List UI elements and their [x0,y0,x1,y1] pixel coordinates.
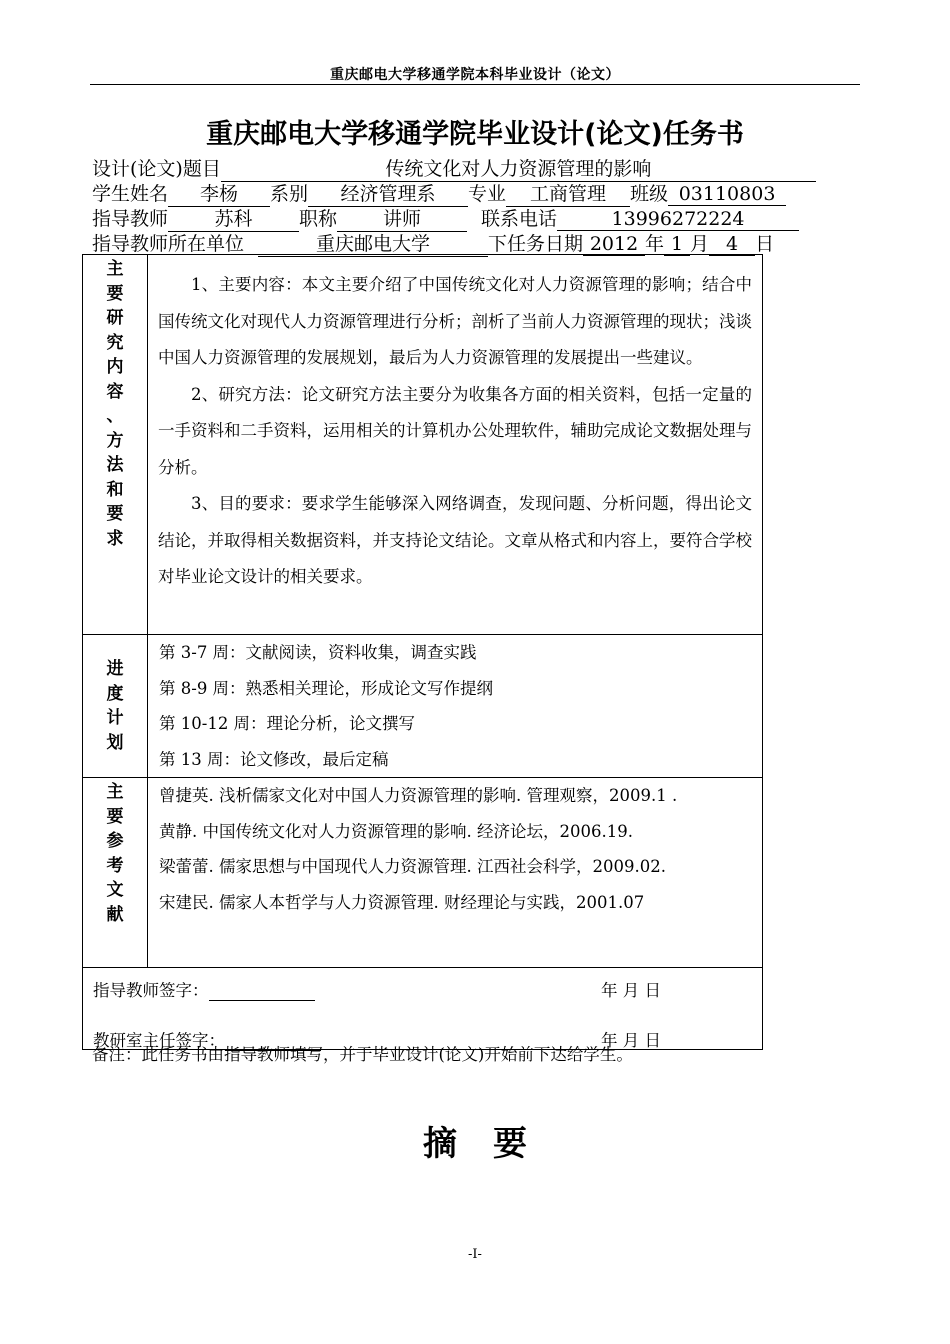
advisor-signature-row [93,977,661,1003]
row-references [83,778,763,968]
phone-label: 联系电话 [481,208,558,230]
content-paragraph: 1、主要内容：本文主要介绍了中国传统文化对人力资源管理的影响；结合中国传统文化对现代人力资源管理进行分析；剖析了当前人力资源管理的现状；浅谈中国人力资源管理的发展规划，最后为人力资源管理的发展提出一些建议。 [158,275,752,367]
side-label-char: 求 [106,528,124,549]
advisor-signature-date: 年 月 日 [601,981,661,1000]
unit-value: 重庆邮电大学 [258,229,488,257]
dept-value: 经济管理系 [308,179,468,207]
refs-label-chars [83,778,147,927]
side-label-char: 要 [106,504,124,524]
topic-label: 设计(论文)题目 [92,158,221,180]
advisor-signature-label: 指导教师签字： [93,981,209,1000]
content-paragraph: 2、研究方法：论文研究方法主要分为收集各方面的相关资料，包括一定量的一手资料和二手资料，运用相关的计算机办公处理软件，辅助完成论文数据处理与分析。 [158,384,752,477]
side-label-char: 文 [106,880,124,900]
refs-body [148,778,762,920]
unit-label: 指导教师所在单位 [92,233,245,255]
side-label-char: 计 [106,708,124,728]
class-value: 03110803 [668,183,786,206]
task-table [82,254,763,1050]
schedule-line: 第 10-12 周：理论分析，论文撰写 [159,714,416,733]
side-label-char: 法 [106,455,124,475]
side-label-char: 进 [106,659,124,679]
student-label: 学生姓名 [92,183,169,205]
side-label-char: 容 [106,381,124,402]
schedule-side-label [83,635,148,778]
class-label: 班级 [630,183,669,205]
major-value: 工商管理 [506,179,630,207]
signature-cell [83,968,763,1050]
content-paragraph: 3、目的要求：要求学生能够深入网络调查，发现问题、分析问题，得出论文结论，并取得相关数据资料，并支持论文结论。文章从格式和内容上，要符合学校对毕业论文设计的相关要求。 [158,494,752,586]
side-label-char: 要 [106,283,124,304]
advisor-signature-blank [209,982,315,1001]
side-label-char: 考 [106,855,124,876]
side-label-char: 主 [106,782,124,802]
director-signature-label: 教研室主任签字： [93,1031,225,1050]
running-header: 重庆邮电大学移通学院本科毕业设计（论文） [330,67,620,83]
side-label-char: 划 [106,732,124,753]
content-label-chars [83,255,147,551]
document-title: 重庆邮电大学移通学院毕业设计(论文)任务书 [206,119,744,150]
side-label-char: 内 [106,357,124,377]
refs-side-label [83,778,148,968]
reference-item: 曾捷英. 浅析儒家文化对中国人力资源管理的影响. 管理观察，2009.1 . [159,786,678,805]
refs-cell [148,778,763,968]
date-label: 下任务日期 [488,233,584,255]
date-month-unit: 月 [690,233,710,255]
schedule-line: 第 8-9 周：熟悉相关理论，形成论文写作提纲 [159,678,494,698]
info-unit-line [92,229,774,255]
date-day-unit: 日 [755,233,775,255]
schedule-line: 第 13 周：论文修改，最后定稿 [159,749,389,769]
major-label: 专业 [468,183,507,205]
schedule-label-chars [83,657,147,755]
topic-value: 传统文化对人力资源管理的影响 [221,154,816,182]
info-topic-line [92,154,816,180]
dept-label: 系别 [270,183,309,205]
reference-item: 黄静. 中国传统文化对人力资源管理的影响. 经济论坛，2006.19. [159,821,633,841]
side-label-char: 主 [106,259,124,279]
side-label-char: 究 [106,332,124,353]
abstract-heading: 摘要 [423,1124,563,1164]
director-signature-date: 年 月 日 [601,1031,661,1050]
date-year: 2012 [583,233,645,256]
rank-value: 讲师 [337,204,467,232]
side-label-char: 研 [106,308,124,328]
info-student-line [92,179,786,205]
student-value: 李杨 [168,179,270,207]
schedule-body [148,635,762,777]
schedule-line: 第 3-7 周：文献阅读，资料收集，调查实践 [159,643,477,662]
side-label-char: 和 [106,479,124,500]
date-day: 4 [709,233,755,256]
content-side-label [83,255,148,635]
row-content [83,255,763,635]
reference-item: 宋建民. 儒家人本哲学与人力资源管理. 财经理论与实践，2001.07 [159,892,645,912]
date-year-unit: 年 [645,233,665,255]
advisor-value: 苏科 [168,204,299,232]
side-label-char: 度 [106,683,124,704]
side-label-char: 、 [106,406,124,426]
rank-label: 职称 [299,208,338,230]
row-signatures [83,968,763,1050]
side-label-char: 参 [106,831,124,851]
content-body [148,255,762,596]
side-label-char: 要 [106,806,124,827]
side-label-char: 方 [106,430,124,451]
advisor-label: 指导教师 [92,208,169,230]
remark-note: 备注：此任务书由指导教师填写，并于毕业设计(论文)开始前下达给学生。 [92,1045,633,1064]
date-month: 1 [664,233,690,256]
page-number: -I- [468,1247,482,1262]
side-label-char: 献 [106,904,124,925]
content-cell [148,255,763,635]
info-advisor-line [92,204,799,230]
header-rule [90,84,860,85]
phone-value: 13996272224 [557,208,799,231]
schedule-cell [148,635,763,778]
reference-item: 梁蕾蕾. 儒家思想与中国现代人力资源管理. 江西社会科学，2009.02. [159,857,666,876]
row-schedule [83,635,763,778]
